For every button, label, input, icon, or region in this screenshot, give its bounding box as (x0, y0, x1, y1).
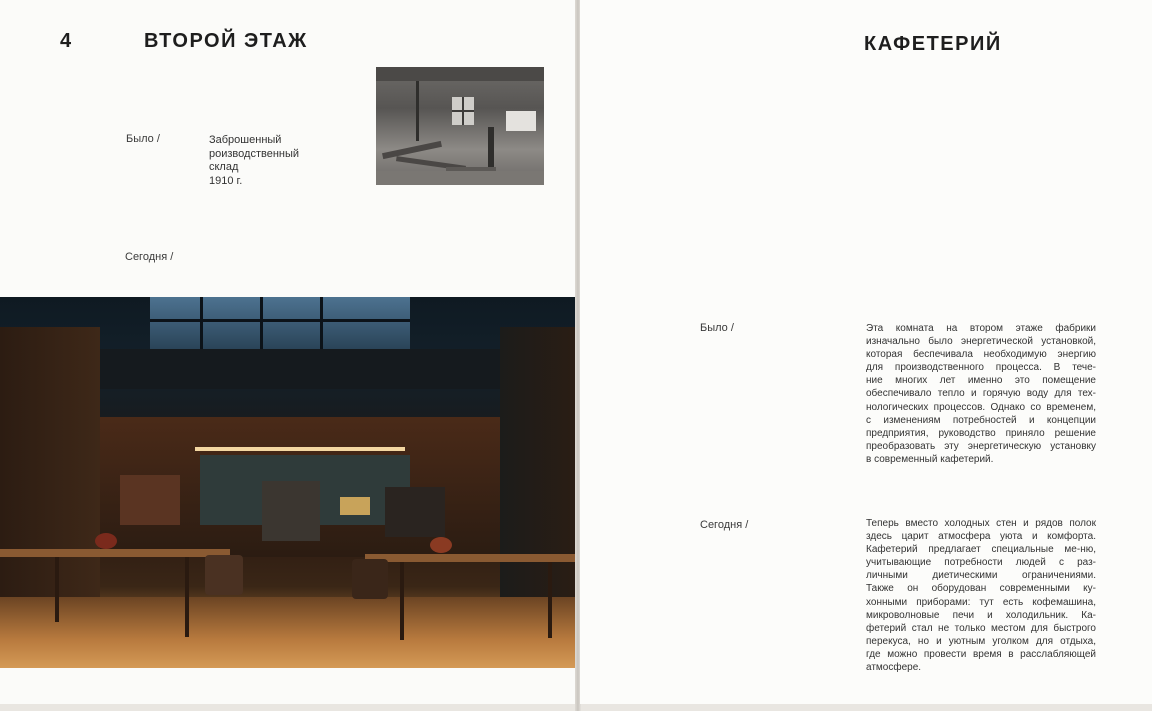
paragraph-line: изначально было энергетической установкой, (866, 336, 1096, 348)
paragraph-line: хонными приборами: тут есть кофемашина, (866, 596, 1096, 608)
before-label: Было / (700, 322, 734, 334)
paragraph-line: Эта комната на втором этаже фабрики (866, 323, 1096, 334)
before-paragraph (866, 322, 1096, 466)
paragraph-line: где можно провести время в расслабляющей (866, 648, 1096, 660)
paragraph-line: которая беспечивала необходимую энергию (866, 349, 1096, 361)
paragraph-line: преобразовать эту энергетическую установку (866, 440, 1096, 452)
abandoned-warehouse-photo (376, 67, 544, 185)
paragraph-line: ние многих лет именно это помещение (866, 375, 1096, 387)
page-number: 4 (60, 30, 73, 52)
paragraph-line: личными диетическими ограничениями. (866, 570, 1096, 582)
right-page (580, 0, 1152, 704)
paragraph-line: атмосфере. (866, 662, 922, 674)
before-label: Было / (126, 133, 160, 145)
description-line: 1910 г. (209, 174, 243, 187)
paragraph-line: предприятия, руководство приняло решение (866, 427, 1096, 439)
page-title: КАФЕТЕРИЙ (864, 33, 1002, 55)
paragraph-line: в современный кафетерий. (866, 453, 994, 465)
paragraph-line: нологических процессов. Однако со временем, (866, 401, 1096, 413)
paragraph-line: Кафетерий предлагает специальные ме-ню, (866, 544, 1096, 556)
cafeteria-render-photo (0, 297, 576, 668)
paragraph-line: Теперь вместо холодных стен и рядов полок (866, 518, 1096, 529)
paragraph-line: перекуса, но и уютным уголком для отдыха, (866, 635, 1096, 647)
left-page (0, 0, 577, 704)
paragraph-line: Также он оборудован современными ку- (866, 583, 1096, 595)
paragraph-line: микроволновые печи и холодильник. Ка- (866, 609, 1096, 621)
today-label: Сегодня / (125, 251, 174, 263)
page-title: ВТОРОЙ ЭТАЖ (144, 30, 308, 52)
paragraph-line: для производственного процесса. В тече- (866, 362, 1096, 374)
description-line: роизводственный (209, 147, 300, 160)
description-line: Заброшенный (209, 134, 282, 146)
description-line: склад (209, 161, 239, 173)
paragraph-line: здесь царит атмосфера уюта и комфорта. (866, 531, 1096, 543)
paragraph-line: обеспечивало тепло и горячую воду для тех- (866, 388, 1096, 400)
before-description (209, 134, 299, 188)
paragraph-line: учитывающие потребности людей с раз- (866, 557, 1096, 569)
today-paragraph (866, 517, 1096, 674)
paragraph-line: с изменениям потребностей и концепции (866, 414, 1096, 426)
paragraph-line: фетерий стал не только местом для быстрого (866, 622, 1096, 634)
today-label: Сегодня / (700, 519, 749, 531)
